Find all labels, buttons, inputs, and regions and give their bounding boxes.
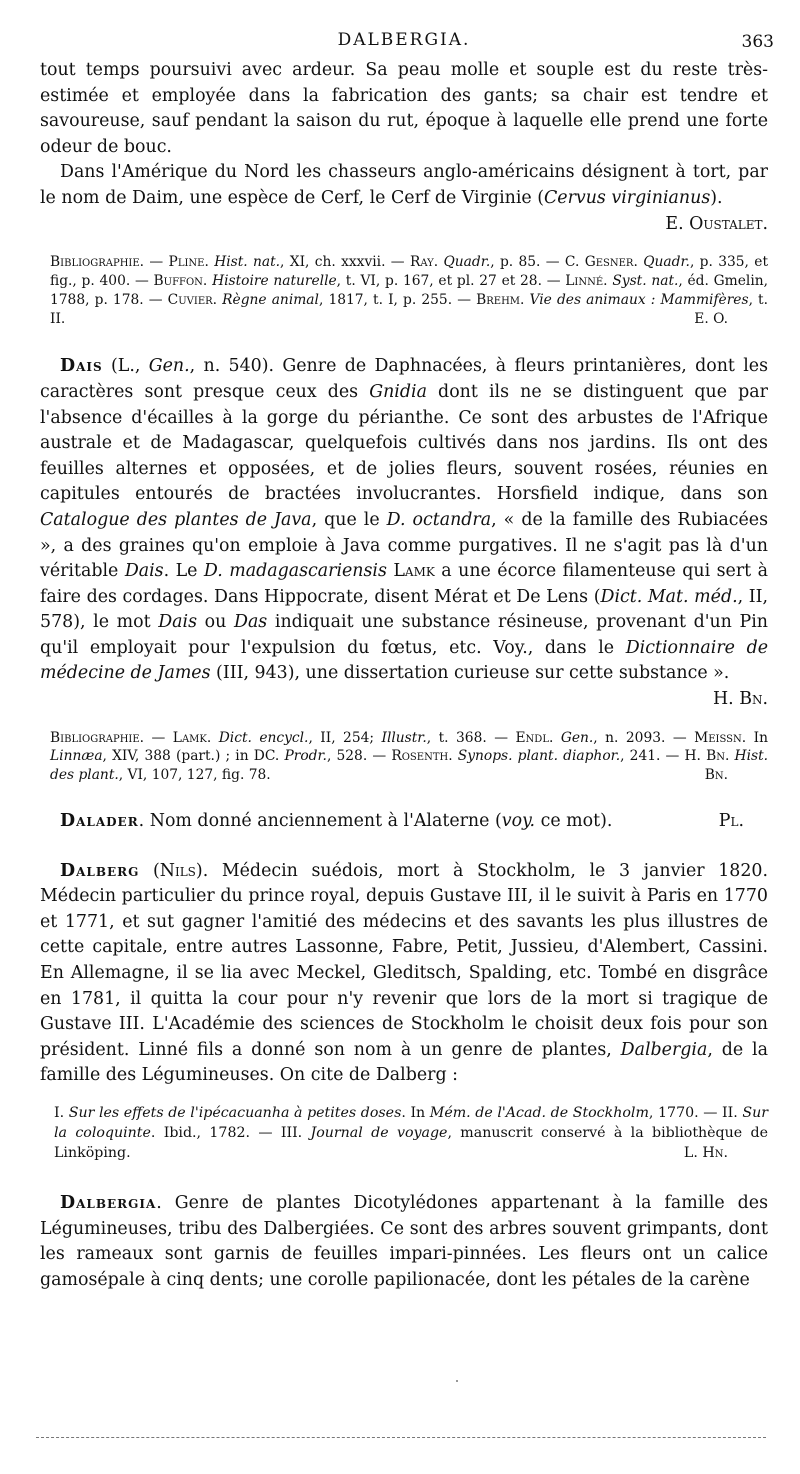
entry-dalader <box>40 809 768 835</box>
italic-run: Dais <box>124 561 164 582</box>
italic-run: Règne animal <box>222 291 319 308</box>
text-run: , n. 2093. — <box>593 729 695 746</box>
text-run: , t. II. <box>50 291 768 327</box>
text-run: dont ils ne se distinguent que par l'absence d'écailles à la gorge du périanthe. Ce sont des arbustes de l'Afrique australe et de Madagascar, quelquefois cultivés dans nos jardins. Ils ont des feuilles alternes et opposées, et de jolies fleurs, souvent rosées, réunies en capitules entourés de bractées involucrantes. Horsfield indique, dans son <box>40 381 768 505</box>
small-caps-run: Meissn. <box>694 729 747 746</box>
headword-dais: Dais <box>60 356 103 377</box>
dalberg-works-text <box>54 1105 768 1161</box>
dalberg-works-signature: L. Hn. <box>683 1144 728 1161</box>
intro-bibliography <box>40 253 768 328</box>
small-caps-run: H. Bn. <box>684 748 730 765</box>
text-run: , « de la famille des Rubiacées », a des graines qu'on emploie à Java comme purgatives. Il ne s'agit pas là d'un véritable <box>40 509 768 582</box>
text-run: , que le <box>311 509 387 530</box>
text-run: , t. 368. — <box>426 729 516 746</box>
entry-dais <box>40 354 768 712</box>
text-run: ( <box>139 860 160 881</box>
text-run <box>211 730 218 746</box>
text-run: , éd. Gmelin, 1788, p. 178. — <box>50 272 769 308</box>
italic-run: Histoire naturelle <box>212 272 337 289</box>
italic-run: Dictionnaire de médecine de James <box>40 637 768 684</box>
intro-p2-taxon: Cervus virginianus <box>544 187 711 208</box>
text-run: . Ibid., 1782. — III. <box>150 1124 311 1141</box>
dais-signature <box>40 687 768 713</box>
italic-run: Dais <box>158 612 198 633</box>
text-run: , p. 85. — <box>490 254 565 271</box>
italic-run: Syst. nat. <box>612 272 679 289</box>
text-run: . In <box>401 1104 430 1121</box>
text-run: ). Médecin suédois, mort à Stockholm, le 3 janvier 1820. Médecin particulier du prince royal, depuis Gustave III, il le suivit à Paris en 1770 et 1771, et sut gagner l'amitié des médecins et des savants les plus illustres de cette capitale, entre autres Lassonne, Fabre, Petit, Jussieu, d'Alembert, Cassini. En Allemagne, il se lia avec Meckel, Gleditsch, Spalding, etc. Tombé en disgrâce en 1781, il quitta la cour pour n'y revenir que lors de la mort si tragique de Gustave III. L'Académie des sciences de Stockholm le choisit deux fois pour son président. Linné fils a donné son nom à un genre de plantes, <box>40 860 768 1060</box>
italic-run: Quadr. <box>643 254 690 271</box>
italic-run: Vie des animaux : Mammifères <box>529 291 749 308</box>
small-caps-run: Endl. <box>515 729 554 746</box>
text-run: , 1817, t. I, p. 255. — <box>318 291 477 308</box>
italic-run: D. madagascariensis <box>203 561 387 582</box>
dais-biblio-text <box>50 730 768 784</box>
italic-run: Synops. plant. diaphor. <box>457 748 621 765</box>
italic-run: Prodr. <box>284 748 327 765</box>
text-run: , p. 335, et fig., p. 400. — <box>50 254 768 289</box>
small-caps-run: Buffon. <box>153 272 208 289</box>
dalbergia-text: . Genre de plantes Dicotylédones appartenant à la famille des Légumineuses, tribu des Dalbergiées. Ce sont des arbres souvent grimpants, dont les rameaux sont garnis de feuilles impari-pinnées. Les fleurs ont un calice gamosépale à cinq dents; une corolle papilionacée, dont les pétales de la carène <box>40 1192 768 1290</box>
entry-dalbergia <box>40 1191 768 1293</box>
text-run: I. <box>54 1104 69 1121</box>
italic-run: Sur la coloquinte <box>54 1104 768 1141</box>
italic-run: Sur les effets de l'ipécacuanha à petites doses <box>68 1104 402 1121</box>
small-caps-run: Nils <box>159 860 196 881</box>
small-caps-run: C. Gesner. <box>564 254 638 271</box>
text-run: indiquait une substance résineuse, provenant d'un Pin qu'il employait pour l'expulsion du fœtus, etc. Voy., dans le <box>40 612 768 658</box>
text-run: , XI, ch. xxxvii. — <box>280 254 410 271</box>
italic-run: Gen. <box>560 729 594 746</box>
small-caps-run: Brehm. <box>476 291 525 308</box>
intro-paragraph-1: tout temps poursuivi avec ardeur. Sa peau molle et souple est du reste très-estimée et employée dans la fabrication des gants; sa chair est tendre et savoureuse, sauf pendant la saison du rut, époque à laquelle elle prend une forte odeur de bouc. <box>40 60 768 157</box>
dais-bibliography <box>40 729 768 785</box>
text-run: , 1770. — II. <box>648 1104 743 1121</box>
text-run: a une écorce filamenteuse qui sert à faire des cordages. Dans Hippocrate, disent Mérat et De Lens ( <box>40 561 768 607</box>
intro-signature: E. Oustalet. <box>665 213 768 234</box>
small-caps-run: Bibliographie. <box>50 254 145 271</box>
italic-run: Mém. de l'Acad. de Stockholm <box>429 1104 649 1121</box>
italic-run: Journal de voyage <box>310 1124 448 1141</box>
dalader-text: . Nom donné anciennement à l'Alaterne ( <box>138 811 502 832</box>
dalberg-works <box>40 1103 768 1163</box>
headword-dalbergia: Dalbergia <box>60 1192 157 1213</box>
italic-run: Gnidia <box>369 381 427 402</box>
dictionary-page <box>40 0 774 1293</box>
text-run: , XIV, 388 (part.) ; in DC. <box>102 748 285 765</box>
headword-dalader: Dalader <box>60 811 139 832</box>
text-run: , 241. — <box>620 748 685 765</box>
entry-dalberg <box>40 859 768 1089</box>
page-number: 363 <box>741 32 774 52</box>
text-run: — <box>144 729 173 746</box>
small-caps-run: Ray. <box>409 254 439 271</box>
text-run: In <box>746 729 768 746</box>
headword-dalberg: Dalberg <box>60 860 140 881</box>
ink-speck <box>456 1380 458 1382</box>
italic-run: Hist. nat. <box>214 254 281 271</box>
running-head <box>40 0 774 58</box>
italic-run: Illustr. <box>381 729 427 746</box>
intro-p2-end: ). <box>710 187 723 208</box>
small-caps-run: Lamk. <box>172 729 212 746</box>
text-run <box>553 730 560 746</box>
text-run: ou <box>197 612 234 633</box>
italic-run: Dict. Mat. méd. <box>600 586 738 607</box>
text-run: , de la famille des Légumineuses. On cite de Dalberg : <box>40 1039 768 1086</box>
dais-signature-text: H. Bn. <box>712 689 768 710</box>
dais-body <box>40 356 768 683</box>
intro-biblio-signature: E. O. <box>694 310 728 327</box>
text-run: — <box>144 254 169 271</box>
small-caps-run: Rosenth. <box>391 748 453 765</box>
small-caps-run: Pline. <box>168 254 209 271</box>
italic-run: Hist. des plant. <box>50 748 769 784</box>
italic-run: Catalogue des plantes de Java <box>40 509 312 530</box>
intro-paragraph-2 <box>40 160 768 211</box>
italic-run: Dict. encycl. <box>218 729 309 746</box>
dais-biblio-signature: Bn. <box>704 767 728 784</box>
text-run: , II, 578), le mot <box>40 586 769 633</box>
italic-run: Dalbergia <box>620 1039 708 1060</box>
text-run: , n. 540). Genre de Daphnacées, à fleurs printanières, dont les caractères sont presque ceux des <box>40 356 768 402</box>
small-caps-run: Bibliographie. <box>50 729 145 746</box>
italic-run: Gen. <box>148 356 190 377</box>
intro-p2-text: Dans l'Amérique du Nord les chasseurs anglo-américains désignent à tort, par le nom de Daim, une espèce de Cerf, le Cerf de Virginie ( <box>40 162 768 208</box>
text-run: , manuscrit conservé à la bibliothèque de Linköping. <box>54 1124 768 1161</box>
running-head-title: DALBERGIA. <box>337 30 471 50</box>
italic-run: Quadr. <box>443 254 491 271</box>
small-caps-run: Linné. <box>565 272 608 289</box>
text-run: , VI, 107, 127, fig. 78. <box>118 767 271 784</box>
text-run: , II, 254; <box>308 729 382 746</box>
small-caps-run: Lamk <box>393 561 435 582</box>
text-run: . Le <box>163 561 204 582</box>
text-run: (L., <box>102 356 149 377</box>
dalader-text-end: ce mot). <box>535 811 613 832</box>
text-run: , 528. — <box>326 748 392 765</box>
small-caps-run: Cuvier. <box>167 291 218 308</box>
italic-run: D. octandra <box>386 509 492 530</box>
intro-biblio-text <box>50 254 768 326</box>
italic-run: Linnæa <box>50 748 103 765</box>
dalberg-body <box>40 861 768 1086</box>
bottom-rule <box>36 1437 766 1438</box>
text-run: (III, 943), une dissertation curieuse sur cette substance ». <box>210 663 730 684</box>
text-run: , t. VI, p. 167, et pl. 27 et 28. — <box>336 272 566 289</box>
dalader-signature: Pl. <box>718 811 744 832</box>
dalader-voy: voy. <box>501 811 536 832</box>
intro-section <box>40 58 768 237</box>
italic-run: Das <box>234 612 268 633</box>
